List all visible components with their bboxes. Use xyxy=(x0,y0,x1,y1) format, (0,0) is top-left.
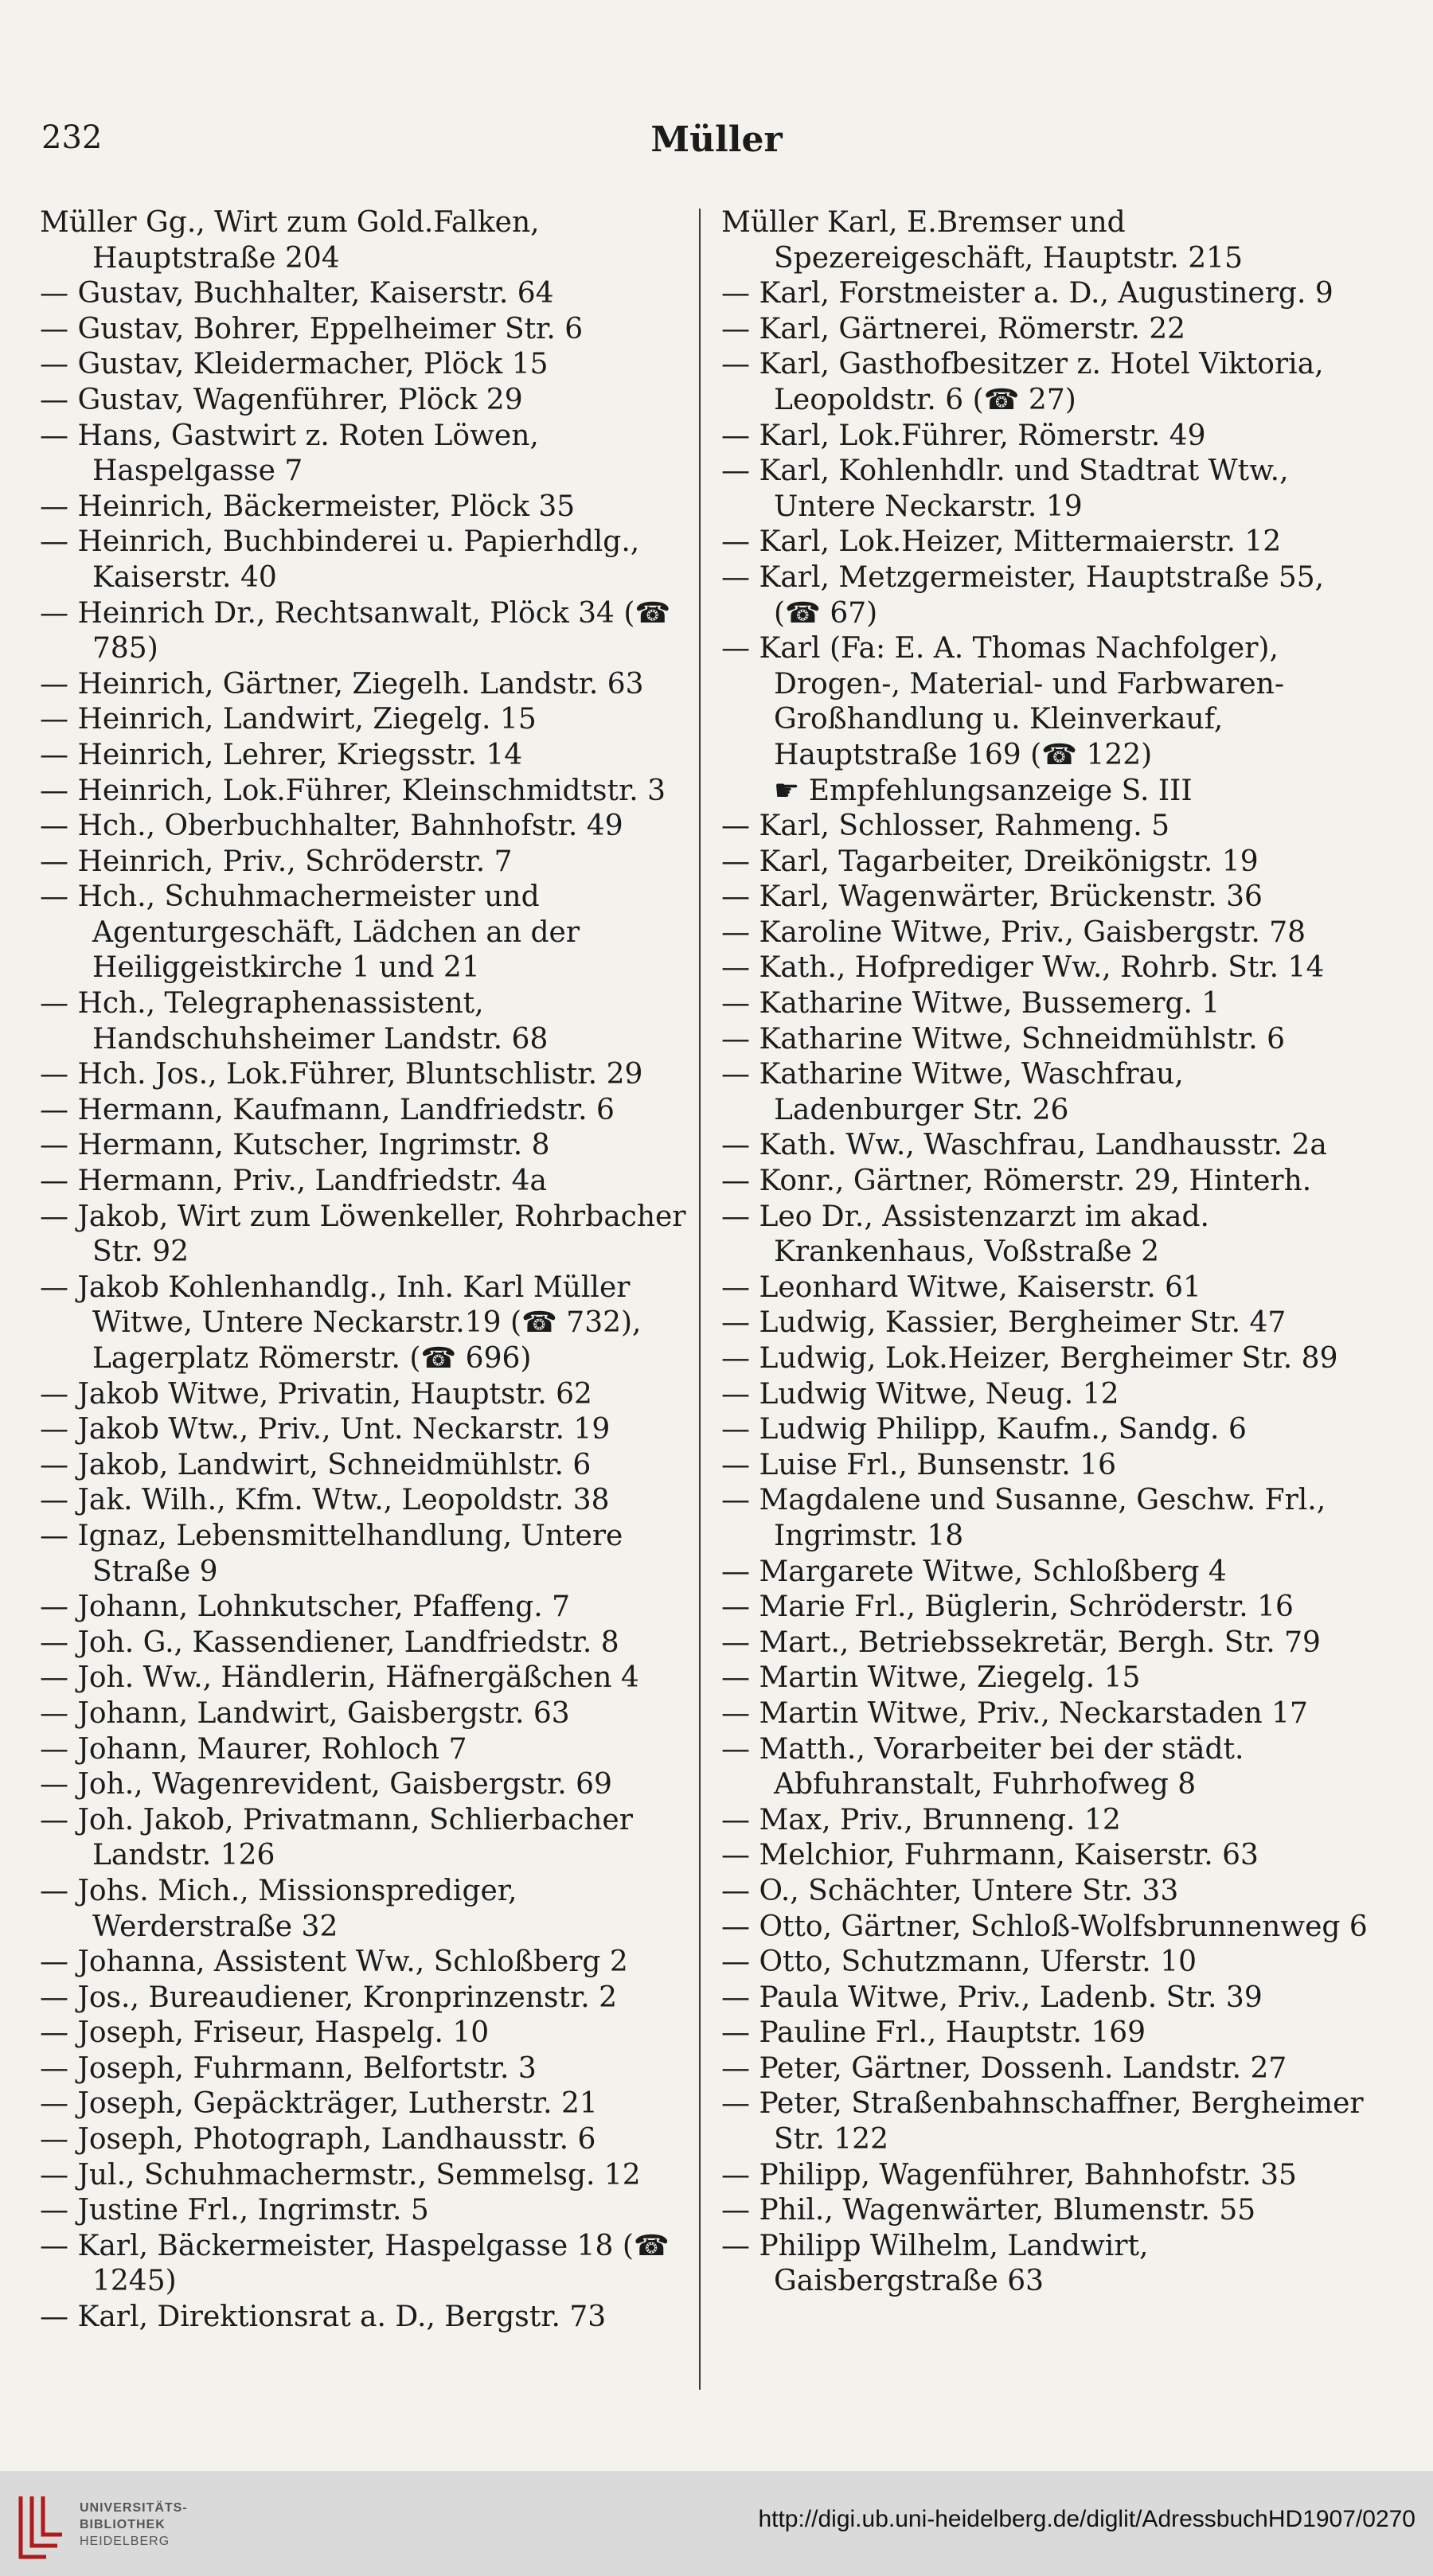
directory-entry: — Marie Frl., Büglerin, Schröderstr. 16 xyxy=(721,1590,1294,1624)
directory-entry: — Karl, Bäckermeister, Haspelgasse 18 (☎ 1245) xyxy=(40,2229,670,2298)
directory-entry: — Leo Dr., Assistenzarzt im akad. Krankenhaus, Voßstraße 2 xyxy=(721,1200,1209,1269)
directory-entry: — Karl, Tagarbeiter, Dreikönigstr. 19 xyxy=(721,845,1259,878)
directory-entry: — Heinrich Dr., Rechtsanwalt, Plöck 34 (☎ 785) xyxy=(40,596,671,665)
directory-entry: — Hermann, Kaufmann, Landfriedstr. 6 xyxy=(40,1093,615,1126)
directory-entry: — Otto, Gärtner, Schloß-Wolfsbrunnenweg 6 xyxy=(721,1910,1368,1943)
directory-entry: — Gustav, Kleidermacher, Plöck 15 xyxy=(40,348,549,381)
directory-entry: — Ignaz, Lebensmittelhandlung, Untere Straße 9 xyxy=(40,1519,623,1588)
page-title: Müller xyxy=(650,119,783,160)
directory-entry: — Margarete Witwe, Schloßberg 4 xyxy=(721,1555,1227,1588)
directory-entry: — Johann, Landwirt, Gaisbergstr. 63 xyxy=(40,1696,570,1730)
directory-entry: — Jakob Witwe, Privatin, Hauptstr. 62 xyxy=(40,1377,592,1411)
directory-entry: — Heinrich, Bäckermeister, Plöck 35 xyxy=(40,490,576,523)
library-logo-icon xyxy=(14,2488,67,2565)
directory-entry: — Karl, Metzgermeister, Hauptstraße 55, (☎ 67) xyxy=(721,560,1325,630)
directory-entry: — Hans, Gastwirt z. Roten Löwen, Haspelgasse 7 xyxy=(40,419,539,488)
directory-entry: — Hermann, Kutscher, Ingrimstr. 8 xyxy=(40,1129,550,1162)
directory-entry: — Philipp Wilhelm, Landwirt, Gaisbergstraße 63 xyxy=(721,2229,1149,2298)
directory-entry: — Karl, Gärtnerei, Römerstr. 22 xyxy=(721,312,1186,345)
directory-entry: — Joh. Jakob, Privatmann, Schlierbacher Landstr. 126 xyxy=(40,1803,633,1872)
directory-entry: — Ludwig, Kassier, Bergheimer Str. 47 xyxy=(721,1306,1287,1340)
directory-entry: — Gustav, Bohrer, Eppelheimer Str. 6 xyxy=(40,312,584,345)
directory-entry: — Joseph, Gepäckträger, Lutherstr. 21 xyxy=(40,2087,598,2121)
footer-bar xyxy=(0,2471,1433,2576)
column-divider xyxy=(699,209,701,2390)
directory-entry: ☛ Empfehlungsanzeige S. III xyxy=(774,774,1193,807)
directory-entry: — Karl, Gasthofbesitzer z. Hotel Viktoria, Leopoldstr. 6 (☎ 27) xyxy=(721,348,1324,416)
directory-entry: — Heinrich, Buchbinderei u. Papierhdlg., Kaiserstr. 40 xyxy=(40,525,640,594)
directory-entry: — Jakob, Wirt zum Löwenkeller, Rohrbacher Str. 92 xyxy=(40,1200,686,1269)
directory-entry: — Otto, Schutzmann, Uferstr. 10 xyxy=(721,1946,1197,1979)
directory-entry: — Joh., Wagenrevident, Gaisbergstr. 69 xyxy=(40,1768,612,1801)
directory-entry: — Johann, Maurer, Rohloch 7 xyxy=(40,1732,467,1766)
directory-entry: — Ludwig Philipp, Kaufm., Sandg. 6 xyxy=(721,1413,1247,1446)
source-url-link[interactable]: http://digi.ub.uni-heidelberg.de/diglit/AdressbuchHD1907/0270 xyxy=(758,2506,1415,2532)
directory-entry: — Jakob, Landwirt, Schneidmühlstr. 6 xyxy=(40,1448,592,1481)
directory-entry: — Joseph, Fuhrmann, Belfortstr. 3 xyxy=(40,2051,537,2085)
directory-entry: — Melchior, Fuhrmann, Kaiserstr. 63 xyxy=(721,1839,1259,1872)
directory-entry: — Konr., Gärtner, Römerstr. 29, Hinterh. xyxy=(721,1165,1312,1198)
directory-entry: — Katharine Witwe, Schneidmühlstr. 6 xyxy=(721,1022,1285,1056)
directory-entry: — Magdalene und Susanne, Geschw. Frl., Ingrimstr. 18 xyxy=(721,1484,1326,1552)
directory-entry: Müller Karl, E.Bremser und Spezereigeschäft, Hauptstr. 215 xyxy=(721,206,1243,275)
directory-entry: — Martin Witwe, Priv., Neckarstaden 17 xyxy=(721,1696,1308,1730)
directory-entry: — Karl, Lok.Führer, Römerstr. 49 xyxy=(721,419,1206,452)
directory-entry: — Jakob Wtw., Priv., Unt. Neckarstr. 19 xyxy=(40,1413,611,1446)
directory-entry: — Karl (Fa: E. A. Thomas Nachfolger), Drogen-, Material- und Farbwaren-Großhandlung u. Kleinverkauf, Hauptstraße 169 (☎ 122) xyxy=(721,632,1284,771)
directory-entry: — Jakob Kohlenhandlg., Inh. Karl Müller Witwe, Untere Neckarstr.19 (☎ 732), Lagerplatz Römerstr. (☎ 696) xyxy=(40,1270,642,1375)
directory-entry: — Jos., Bureaudiener, Kronprinzenstr. 2 xyxy=(40,1981,618,2014)
directory-entry: — Matth., Vorarbeiter bei der städt. Abfuhranstalt, Fuhrhofweg 8 xyxy=(721,1732,1244,1801)
page-number: 232 xyxy=(41,119,103,156)
directory-entry: — Paula Witwe, Priv., Ladenb. Str. 39 xyxy=(721,1981,1263,2014)
directory-entry: — Pauline Frl., Hauptstr. 169 xyxy=(721,2016,1146,2050)
directory-entry: — Heinrich, Lehrer, Kriegsstr. 14 xyxy=(40,738,523,771)
library-name: UNIVERSITÄTS- BIBLIOTHEK HEIDELBERG xyxy=(80,2501,188,2548)
directory-entry: — Karl, Wagenwärter, Brückenstr. 36 xyxy=(721,880,1263,914)
directory-entry: — Karl, Kohlenhdlr. und Stadtrat Wtw., Untere Neckarstr. 19 xyxy=(721,455,1289,523)
directory-entry: — Phil., Wagenwärter, Blumenstr. 55 xyxy=(721,2194,1256,2227)
directory-entry: — Jul., Schuhmachermstr., Semmelsg. 12 xyxy=(40,2158,641,2192)
directory-entry: — Karl, Direktionsrat a. D., Bergstr. 73 xyxy=(40,2301,607,2334)
directory-entry: — Peter, Gärtner, Dossenh. Landstr. 27 xyxy=(721,2051,1287,2085)
directory-entry: — Hermann, Priv., Landfriedstr. 4a xyxy=(40,1165,547,1198)
directory-entry: — Karoline Witwe, Priv., Gaisbergstr. 78 xyxy=(721,915,1306,949)
directory-entry: — Hch., Schuhmachermeister und Agenturgeschäft, Lädchen an der Heiliggeistkirche 1 und 21 xyxy=(40,880,580,985)
directory-entry: — Katharine Witwe, Waschfrau, Ladenburger Str. 26 xyxy=(721,1058,1184,1126)
directory-entry: — Justine Frl., Ingrimstr. 5 xyxy=(40,2194,429,2227)
directory-entry: — Gustav, Wagenführer, Plöck 29 xyxy=(40,383,523,416)
directory-entry: — Karl, Forstmeister a. D., Augustinerg. 9 xyxy=(721,277,1333,310)
right-column xyxy=(721,205,1374,2300)
directory-entry: — Gustav, Buchhalter, Kaiserstr. 64 xyxy=(40,277,554,310)
directory-entry: — Heinrich, Priv., Schröderstr. 7 xyxy=(40,845,513,878)
directory-entry: — Kath., Hofprediger Ww., Rohrb. Str. 14 xyxy=(721,951,1325,985)
directory-entry: — O., Schächter, Untere Str. 33 xyxy=(721,1874,1179,1907)
directory-entry: Müller Gg., Wirt zum Gold.Falken, Hauptstraße 204 xyxy=(40,206,540,275)
directory-entry: — Ludwig Witwe, Neug. 12 xyxy=(721,1377,1119,1411)
directory-entry: — Joh. Ww., Händlerin, Häfnergäßchen 4 xyxy=(40,1661,639,1695)
directory-entry: — Ludwig, Lok.Heizer, Bergheimer Str. 89 xyxy=(721,1342,1338,1375)
directory-entry: — Heinrich, Landwirt, Ziegelg. 15 xyxy=(40,703,537,736)
directory-entry: — Karl, Schlosser, Rahmeng. 5 xyxy=(721,810,1170,843)
directory-entry: — Hch. Jos., Lok.Führer, Bluntschlistr. 29 xyxy=(40,1058,643,1091)
directory-entry: — Johanna, Assistent Ww., Schloßberg 2 xyxy=(40,1946,628,1979)
directory-entry: — Martin Witwe, Ziegelg. 15 xyxy=(721,1661,1141,1695)
directory-entry: — Heinrich, Lok.Führer, Kleinschmidtstr. 3 xyxy=(40,774,666,807)
directory-entry: — Katharine Witwe, Bussemerg. 1 xyxy=(721,987,1220,1021)
directory-entry: — Joh. G., Kassendiener, Landfriedstr. 8 xyxy=(40,1626,619,1659)
directory-entry: — Johann, Lohnkutscher, Pfaffeng. 7 xyxy=(40,1590,571,1624)
directory-entry: — Heinrich, Gärtner, Ziegelh. Landstr. 63 xyxy=(40,667,644,701)
directory-entry: — Kath. Ww., Waschfrau, Landhausstr. 2a xyxy=(721,1129,1327,1162)
directory-entry: — Karl, Lok.Heizer, Mittermaierstr. 12 xyxy=(721,525,1282,559)
directory-entry: — Philipp, Wagenführer, Bahnhofstr. 35 xyxy=(721,2158,1297,2192)
directory-entry: — Hch., Telegraphenassistent, Handschuhsheimer Landstr. 68 xyxy=(40,987,549,1056)
directory-entry: — Peter, Straßenbahnschaffner, Bergheimer Str. 122 xyxy=(721,2087,1364,2156)
directory-entry: — Hch., Oberbuchhalter, Bahnhofstr. 49 xyxy=(40,810,623,843)
left-column xyxy=(40,205,693,2336)
directory-entry: — Max, Priv., Brunneng. 12 xyxy=(721,1803,1121,1836)
directory-entry: — Johs. Mich., Missionsprediger, Werderstraße 32 xyxy=(40,1874,517,1943)
directory-entry: — Leonhard Witwe, Kaiserstr. 61 xyxy=(721,1270,1201,1304)
directory-entry: — Luise Frl., Bunsenstr. 16 xyxy=(721,1448,1116,1481)
directory-entry: — Mart., Betriebssekretär, Bergh. Str. 79 xyxy=(721,1626,1321,1659)
directory-entry: — Joseph, Photograph, Landhausstr. 6 xyxy=(40,2123,596,2156)
directory-entry: — Jak. Wilh., Kfm. Wtw., Leopoldstr. 38 xyxy=(40,1484,610,1517)
directory-entry: — Joseph, Friseur, Haspelg. 10 xyxy=(40,2016,490,2050)
